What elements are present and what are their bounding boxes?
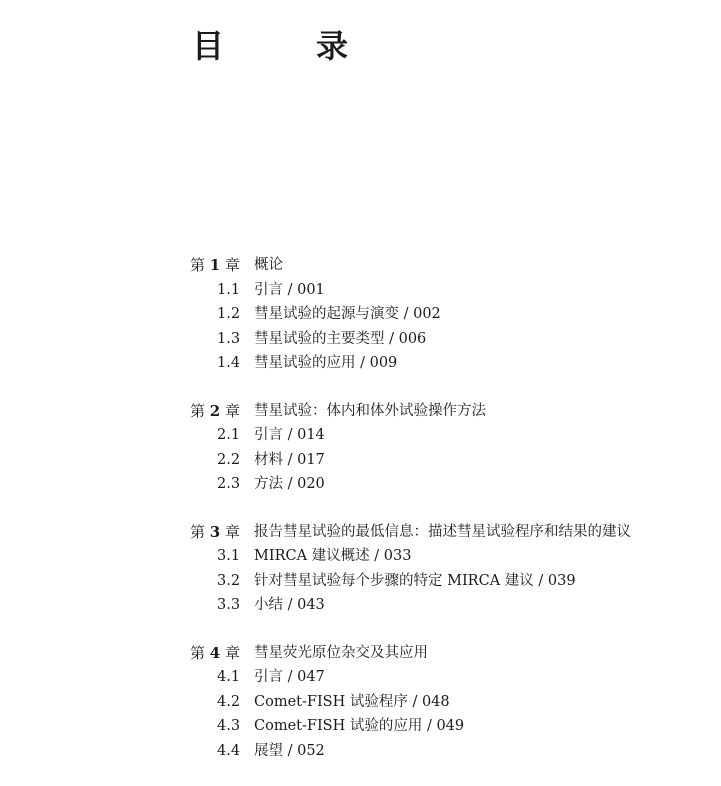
section-title: 彗星试验的起源与演变 / 002: [254, 306, 441, 322]
toc-section-item[interactable]: [190, 690, 650, 715]
chapter-heading[interactable]: [190, 520, 650, 545]
section-title: 引言 / 047: [254, 669, 325, 685]
section-number: 2.1: [217, 427, 241, 443]
section-number: 2.2: [217, 451, 241, 468]
toc-section-item[interactable]: [190, 351, 650, 376]
section-number: 2.3: [217, 476, 241, 492]
section-number: 1.4: [217, 355, 241, 371]
section-title: 针对彗星试验每个步骤的特定 MIRCA 建议 / 039: [254, 572, 576, 589]
toc-section-item[interactable]: [190, 665, 650, 690]
section-number: 1.1: [217, 281, 241, 298]
chapter-heading[interactable]: [190, 399, 650, 424]
toc-section-item[interactable]: [190, 423, 650, 448]
toc-section-item[interactable]: [190, 714, 650, 739]
section-title: 方法 / 020: [254, 476, 325, 492]
chapter-title: 彗星试验：体内和体外试验操作方法: [254, 402, 486, 419]
toc-section-item[interactable]: [190, 593, 650, 618]
section-number: 4.1: [217, 669, 241, 685]
section-title: MIRCA 建议概述 / 033: [254, 548, 412, 564]
section-number: 3.2: [217, 572, 241, 589]
section-title: 彗星试验的应用 / 009: [254, 355, 398, 371]
chapter-heading[interactable]: [190, 641, 650, 666]
toc-section-item[interactable]: [190, 544, 650, 569]
table-of-contents: [190, 253, 650, 786]
section-title: Comet-FISH 试验程序 / 048: [254, 693, 450, 710]
section-title: 小结 / 043: [254, 597, 325, 613]
toc-section-item[interactable]: [190, 278, 650, 303]
section-title: 彗星试验的主要类型 / 006: [254, 330, 427, 347]
chapter-heading[interactable]: [190, 253, 650, 278]
chapter-number: 第 4 章: [190, 643, 240, 662]
chapter-number: 第 2 章: [190, 401, 240, 420]
chapter-4: [190, 641, 650, 764]
chapter-1: [190, 253, 650, 376]
section-number: 4.2: [217, 693, 241, 710]
section-title: Comet-FISH 试验的应用 / 049: [254, 718, 465, 734]
section-title: 引言 / 001: [254, 281, 325, 298]
toc-section-item[interactable]: [190, 472, 650, 497]
toc-section-item[interactable]: [190, 302, 650, 327]
section-number: 3.3: [217, 597, 241, 613]
chapter-title: 彗星荧光原位杂交及其应用: [254, 644, 428, 661]
toc-section-item[interactable]: [190, 448, 650, 473]
chapter-number: 第 3 章: [190, 522, 240, 541]
toc-section-item[interactable]: [190, 569, 650, 594]
section-title: 展望 / 052: [254, 742, 325, 759]
section-number: 1.2: [217, 306, 241, 322]
chapter-2: [190, 399, 650, 497]
section-number: 4.4: [217, 742, 241, 759]
toc-section-item[interactable]: [190, 327, 650, 352]
section-title: 材料 / 017: [254, 451, 325, 468]
section-title: 引言 / 014: [254, 427, 325, 443]
toc-section-item[interactable]: [190, 739, 650, 764]
section-number: 4.3: [217, 718, 241, 734]
page-title: 目 录: [192, 27, 379, 65]
chapter-title: 报告彗星试验的最低信息：描述彗星试验程序和结果的建议: [254, 523, 631, 540]
section-number: 3.1: [217, 548, 241, 564]
section-number: 1.3: [217, 330, 241, 347]
chapter-3: [190, 520, 650, 618]
chapter-title: 概论: [254, 257, 283, 273]
chapter-number: 第 1 章: [190, 256, 240, 274]
